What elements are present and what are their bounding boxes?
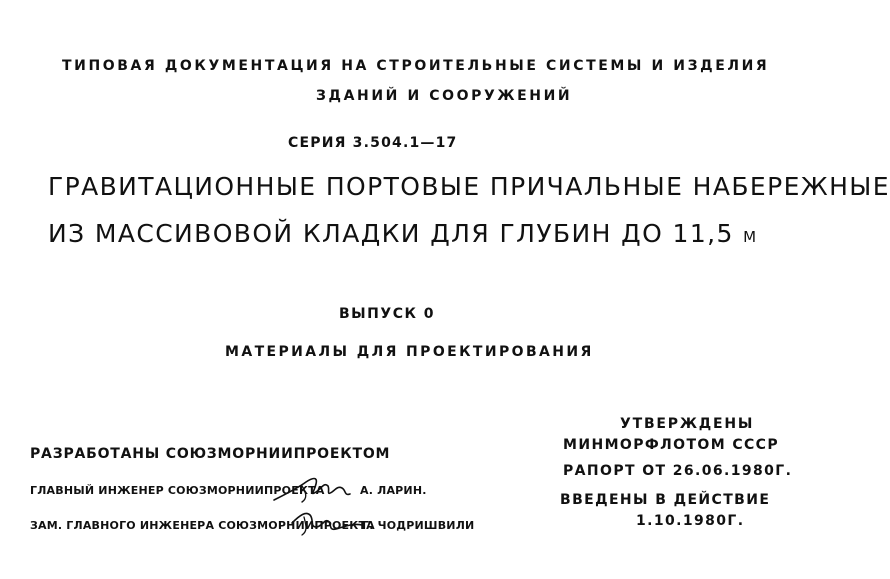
approval-line-4: ВВЕДЕНЫ В ДЕЙСТВИЕ xyxy=(560,492,771,508)
approval-line-5: 1.10.1980Г. xyxy=(636,513,745,529)
approval-line-3: РАПОРТ ОТ 26.06.1980Г. xyxy=(563,463,793,479)
header-line-2: ЗДАНИЙ И СООРУЖЕНИЙ xyxy=(316,88,573,104)
deputy-chief-engineer-name: Г. ЧОДРИШВИЛИ xyxy=(362,519,475,532)
chief-engineer-signature xyxy=(272,472,354,506)
materials-subtitle: МАТЕРИАЛЫ ДЛЯ ПРОЕКТИРОВАНИЯ xyxy=(225,344,594,360)
title-line-1: ГРАВИТАЦИОННЫЕ ПОРТОВЫЕ ПРИЧАЛЬНЫЕ НАБЕРЕЖНЫЕ xyxy=(48,172,890,201)
title-unit: М xyxy=(743,228,758,246)
developed-by: РАЗРАБОТАНЫ СОЮЗМОРНИИПРОЕКТОМ xyxy=(30,446,391,462)
header-line-1: ТИПОВАЯ ДОКУМЕНТАЦИЯ НА СТРОИТЕЛЬНЫЕ СИСТЕМЫ И ИЗДЕЛИЯ xyxy=(62,58,770,74)
title-line-2 xyxy=(48,219,757,248)
chief-engineer-name: А. ЛАРИН. xyxy=(360,484,427,497)
series-number: СЕРИЯ 3.504.1—17 xyxy=(288,135,458,151)
approval-line-1: УТВЕРЖДЕНЫ xyxy=(620,416,755,432)
issue-number: ВЫПУСК 0 xyxy=(339,306,436,322)
approval-line-2: МИНМОРФЛОТОМ СССР xyxy=(563,437,780,453)
title-line-2-text: ИЗ МАССИВОВОЙ КЛАДКИ ДЛЯ ГЛУБИН ДО 11,5 xyxy=(48,219,734,248)
chief-engineer-title: ГЛАВНЫЙ ИНЖЕНЕР СОЮЗМОРНИИПРОЕКТА xyxy=(30,484,325,497)
deputy-chief-engineer-title: ЗАМ. ГЛАВНОГО ИНЖЕНЕРА СОЮЗМОРНИИПРОЕКТА xyxy=(30,519,375,532)
deputy-engineer-signature xyxy=(290,505,364,539)
